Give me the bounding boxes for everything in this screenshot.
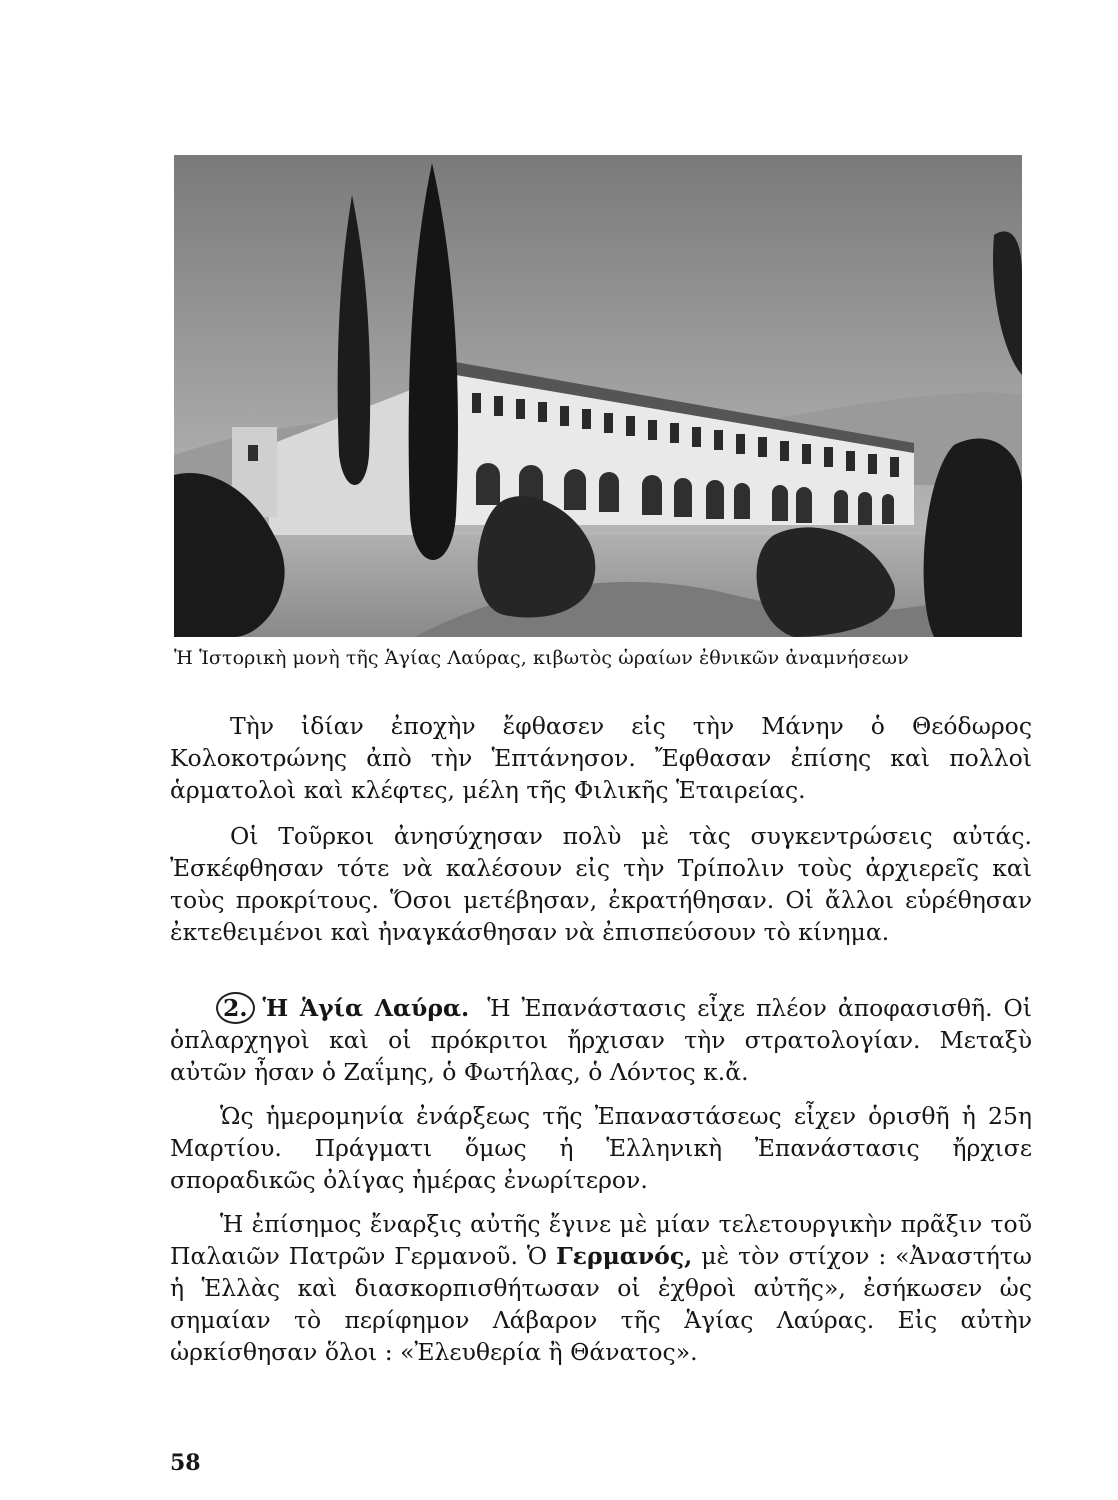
germanos-name: Γερμανός, — [555, 1242, 693, 1270]
section-number: 2. — [216, 992, 255, 1024]
paragraph-1: Τὴν ἰδίαν ἐποχὴν ἔφθασεν εἰς τὴν Μάνην ὁ Θεόδωρος Κολοκοτρώνης ἀπὸ τὴν Ἑπτάνησον. Ἔφθασαν ἐπίσης καὶ πολλοὶ ἁρματολοὶ καὶ κλέφτες, μέλη τῆς Φιλικῆς Ἑταιρείας. — [170, 712, 1032, 804]
body-text — [170, 710, 1032, 1368]
page-number: 58 — [170, 1450, 201, 1476]
figure-caption: Ἡ Ἱστορικὴ μονὴ τῆς Ἁγίας Λαύρας, κιβωτὸς ὡραίων ἐθνικῶν ἀναμνήσεων — [174, 647, 909, 669]
paragraph-3-text: Ἡ Ἐπανάστασις εἶχε πλέον ἀποφασισθῆ. Οἱ ὁπλαρχηγοὶ καὶ οἱ πρόκριτοι ἤρχισαν τὴν στρατολογίαν. Μεταξὺ αὐτῶν ἦσαν ὁ Ζαΐμης, ὁ Φωτήλας, ὁ Λόντος κ.ἄ. — [170, 994, 1033, 1086]
section-title: Ἡ Ἁγία Λαύρα. — [262, 994, 470, 1022]
paragraph-4: Ὡς ἡμερομηνία ἐνάρξεως τῆς Ἐπαναστάσεως εἶχεν ὁρισθῆ ἡ 25η Μαρτίου. Πράγματι ὅμως ἡ Ἑλληνικὴ Ἐπανάστασις ἤρχισε σποραδικῶς ὀλίγας ἡμέρας ἐνωρίτερον. — [170, 1102, 1032, 1194]
paragraph-5 — [170, 1208, 1032, 1368]
monastery-photo — [174, 155, 1022, 637]
paragraph-5-end: μὲ τὸν στίχον : «Ἀναστήτω ἡ Ἑλλὰς καὶ διασκορπισθήτωσαν οἱ ἐχθροὶ αὐτῆς», ἐσήκωσεν ὡς σημαίαν τὸ περίφημον Λάβαρον τῆς Ἁγίας Λαύρας. Εἰς αὐτὴν ὡρκίσθησαν ὅλοι : «Ἐλευθερία ἢ Θάνατος». — [170, 1242, 1032, 1366]
paragraph-2: Οἱ Τοῦρκοι ἀνησύχησαν πολὺ μὲ τὰς συγκεντρώσεις αὐτάς. Ἐσκέφθησαν τότε νὰ καλέσουν εἰς τὴν Τρίπολιν τοὺς ἀρχιερεῖς καὶ τοὺς προκρίτους. Ὅσοι μετέβησαν, ἐκρατήθησαν. Οἱ ἄλλοι εὑρέθησαν ἐκτεθειμένοι καὶ ἠναγκάσθησαν νὰ ἐπισπεύσουν τὸ κίνημα. — [170, 822, 1032, 946]
paragraph-3 — [170, 992, 1032, 1088]
paragraph-5-start: Ἡ ἐπίσημος ἔναρξις αὐτῆς ἔγινε μὲ μίαν τελετουργικὴν πρᾶξιν τοῦ Παλαιῶν Πατρῶν Γερμανοῦ. Ὁ — [170, 1210, 1032, 1270]
